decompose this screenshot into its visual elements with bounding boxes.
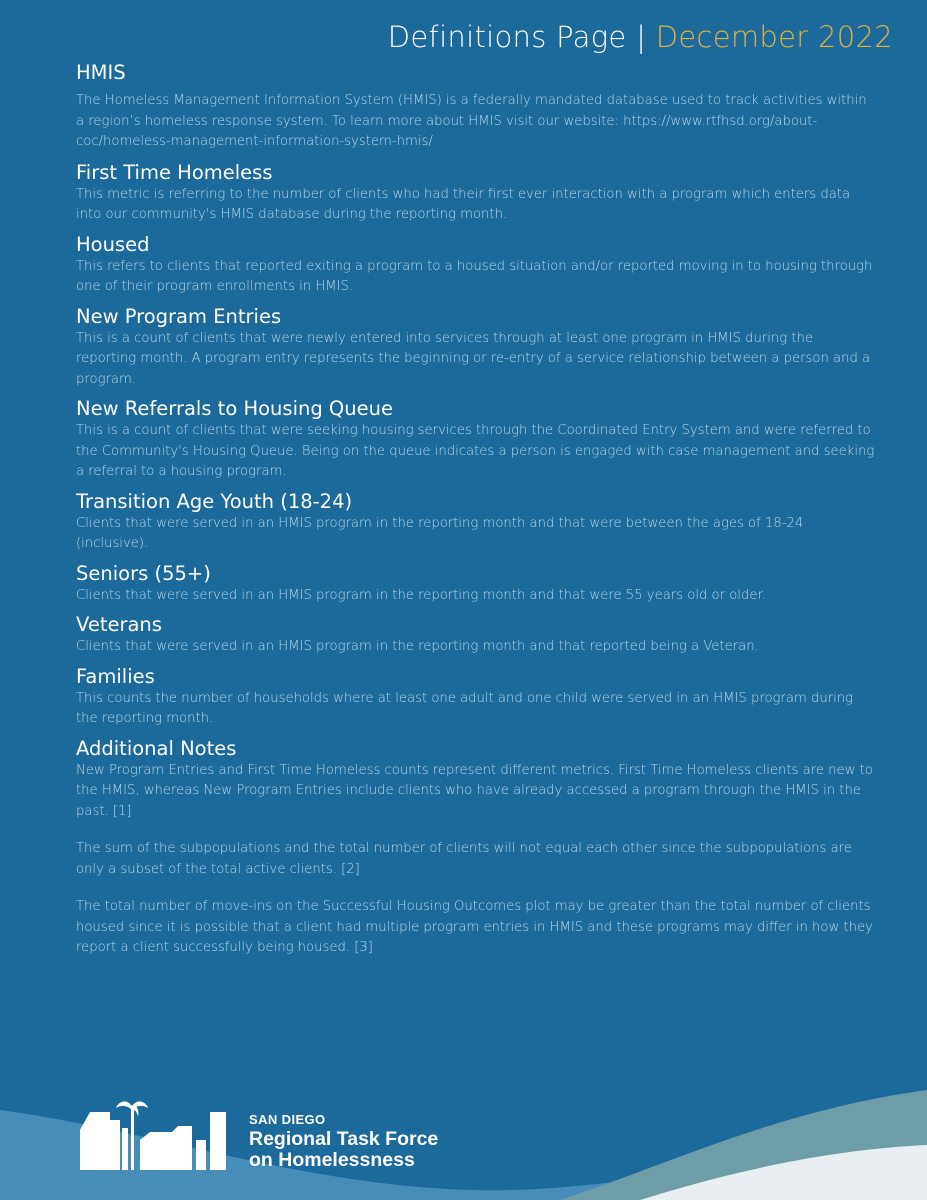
section-additional-notes	[76, 736, 876, 959]
section-text: Clients that were served in an HMIS program in the reporting month and that were 55 years old or older.	[76, 587, 766, 603]
title-separator: |	[636, 20, 647, 54]
section-heading: Families	[76, 664, 155, 688]
section-transition-age-youth	[76, 489, 876, 555]
definitions-list	[76, 60, 876, 959]
section-text: Clients that were served in an HMIS program in the reporting month and that reported being a Veteran.	[76, 639, 759, 654]
section-hmis	[76, 60, 876, 153]
section-heading: Veterans	[76, 613, 162, 636]
logo-line-3: on Homelessness	[249, 1148, 415, 1171]
section-heading: Transition Age Youth (18-24)	[76, 489, 353, 513]
section-first-time-homeless	[76, 160, 876, 226]
section-heading: First Time Homeless	[76, 160, 273, 184]
report-date: December 2022	[655, 20, 893, 54]
note-1: New Program Entries and First Time Homeless counts represent different metrics. First Time Homeless clients are new to the HMIS, whereas New Program Entries include clients who have already accessed a program through the HMIS in the past. [1]	[76, 762, 873, 819]
section-text: This is a count of clients that were newly entered into services through at least one program in HMIS during the reporting month. A program entry represents the beginning or re-entry of a service relationship between a person and a program.	[76, 330, 871, 387]
section-text: This counts the number of households where at least one adult and one child were served in an HMIS program during the reporting month.	[76, 690, 854, 726]
note-3: The total number of move-ins on the Successful Housing Outcomes plot may be greater than the total number of clients housed since it is possible that a client had multiple program entries in HMIS and these programs may differ in how they report a client successfully being housed. [3]	[76, 899, 873, 955]
section-heading: HMIS	[76, 61, 126, 84]
section-heading: Housed	[76, 232, 150, 256]
section-seniors	[76, 561, 876, 607]
section-new-referrals	[76, 396, 876, 483]
organization-logo-text	[249, 1113, 438, 1170]
page-header	[388, 20, 893, 54]
section-text: This metric is referring to the number of clients who had their first ever interaction with a program which enters data into our community's HMIS database during the reporting month.	[76, 186, 851, 222]
section-heading: Additional Notes	[76, 736, 237, 760]
logo-line-2: Regional Task Force	[249, 1128, 439, 1150]
section-housed	[76, 232, 876, 298]
section-new-program-entries	[76, 304, 876, 391]
section-heading: New Referrals to Housing Queue	[76, 397, 393, 420]
note-2: The sum of the subpopulations and the total number of clients will not equal each other since the subpopulations are only a subset of the total active clients. [2]	[76, 841, 852, 877]
section-veterans	[76, 612, 876, 658]
section-heading: New Program Entries	[76, 304, 282, 328]
section-families	[76, 664, 876, 730]
section-text: Clients that were served in an HMIS program in the reporting month and that were between the ages of 18-24 (inclusive).	[76, 515, 804, 551]
section-text: The Homeless Management Information System (HMIS) is a federally mandated database used to track activities within a region’s homeless response system. To learn more about HMIS visit our website: https://www.rtfhsd.org/about-coc/homeless-management-information-system-hmis/	[76, 93, 867, 149]
section-text: This refers to clients that reported exiting a program to a housed situation and/or reported moving in to housing through one of their program enrollments in HMIS.	[76, 258, 873, 294]
page-title: Definitions Page	[387, 20, 627, 54]
rtfh-logo-icon	[76, 1100, 236, 1172]
section-heading: Seniors (55+)	[76, 561, 211, 585]
section-text: This is a count of clients that were seeking housing services through the Coordinated Entry System and were referred to the Community's Housing Queue. Being on the queue indicates a person is engaged with case management and seeking a referral to a housing program.	[76, 423, 875, 479]
logo-line-1: SAN DIEGO	[249, 1112, 326, 1127]
